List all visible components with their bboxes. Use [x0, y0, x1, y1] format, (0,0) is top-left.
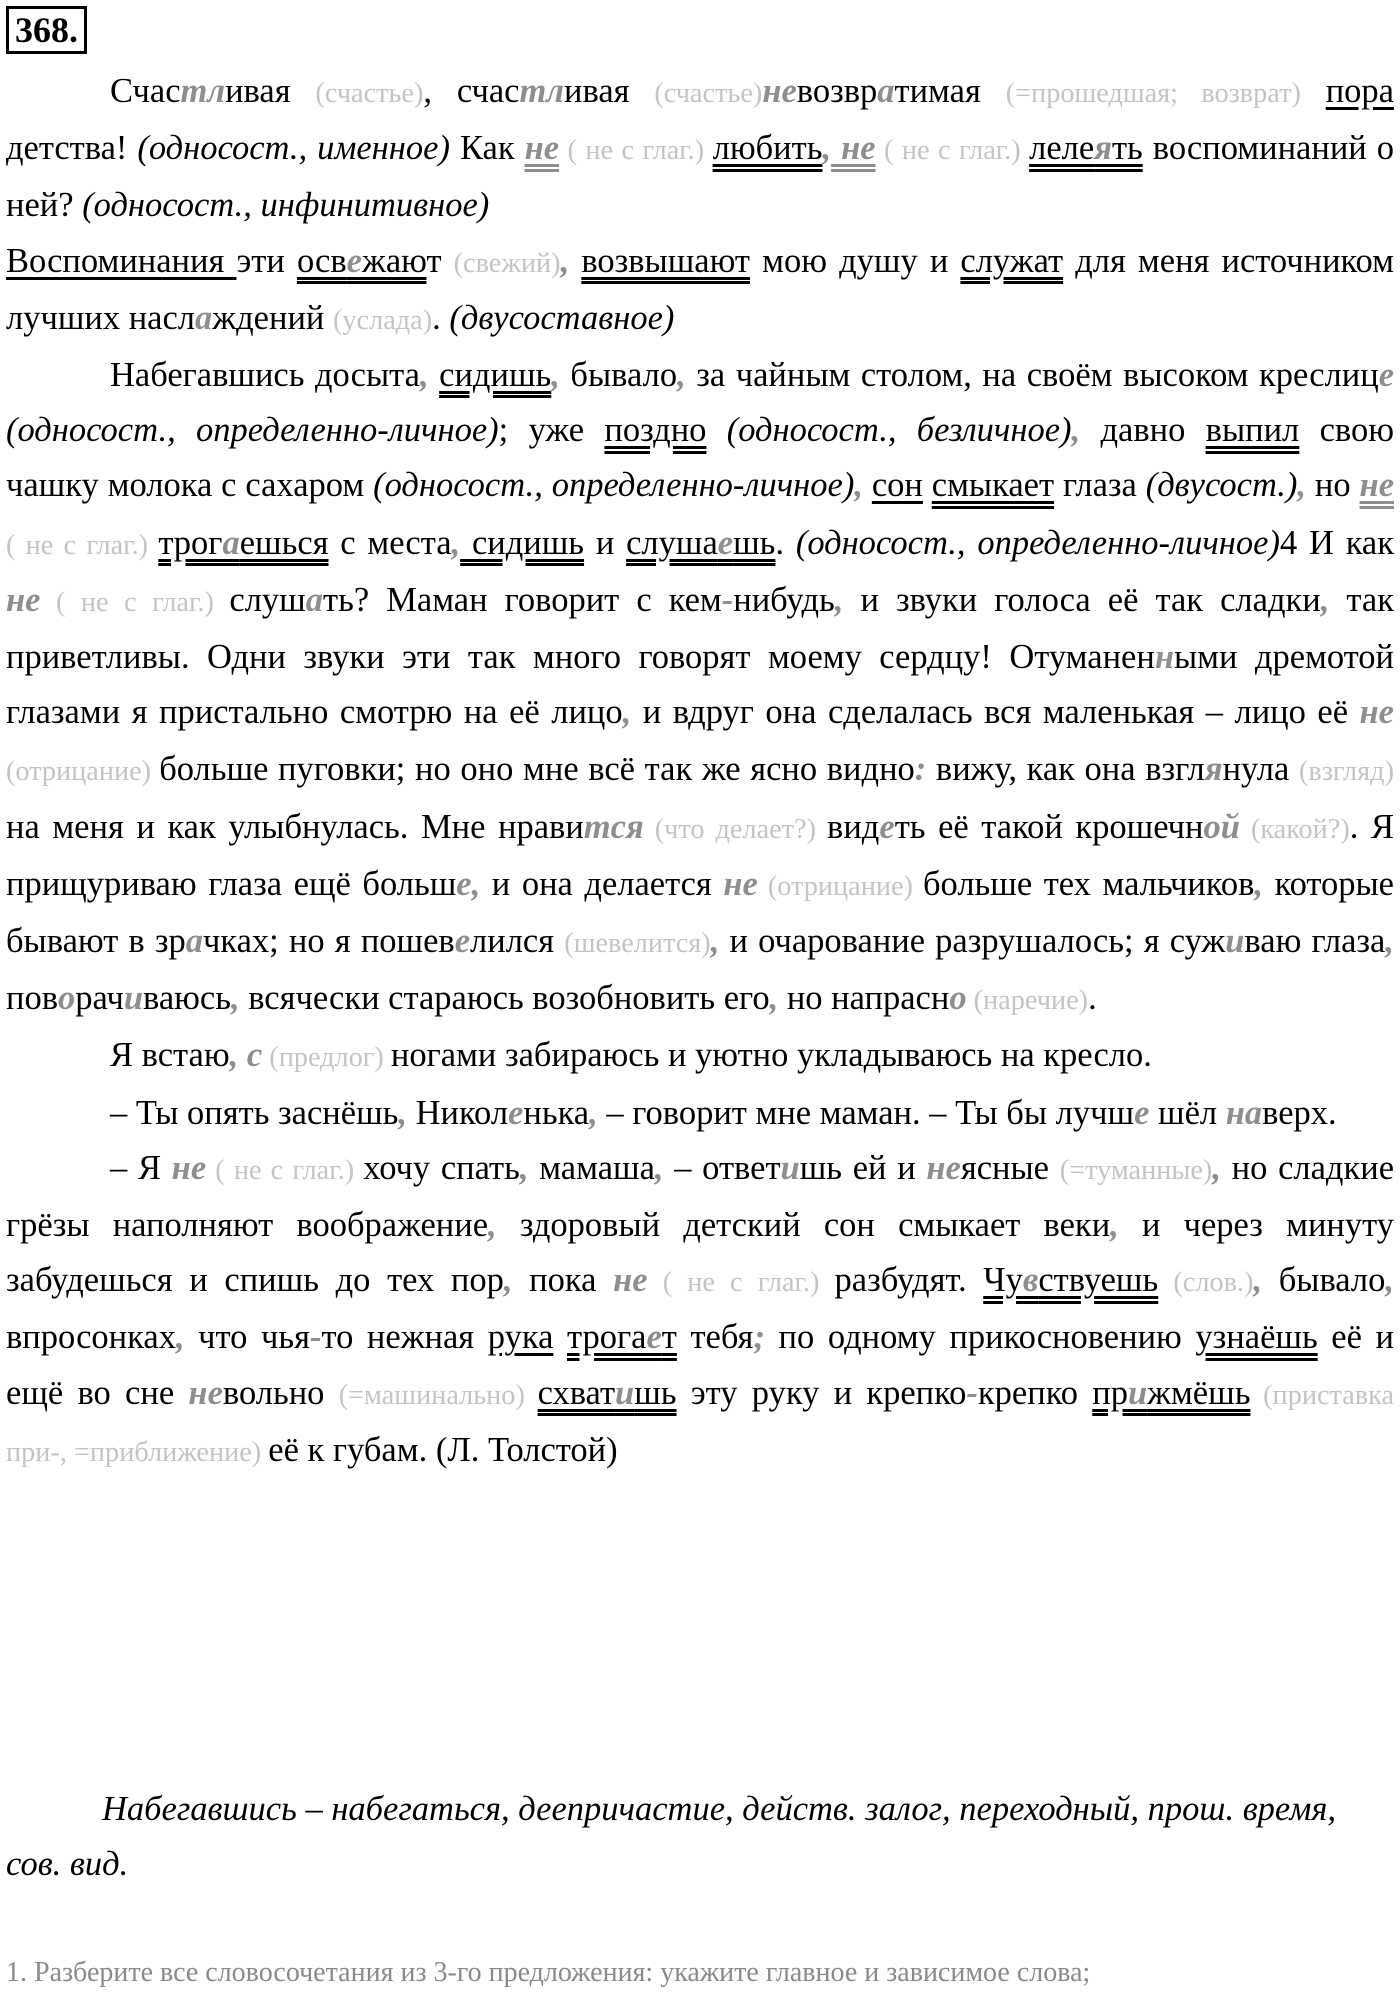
hint: (шевелится) — [564, 928, 711, 960]
subject: сон — [871, 466, 923, 505]
predicate: узнаёшь — [1195, 1318, 1318, 1357]
predicate: Чувствуешь — [983, 1261, 1159, 1300]
subject: рука — [487, 1318, 554, 1357]
hint: (=машинально) — [338, 1379, 538, 1411]
sentence-type: (односост., безличное) — [706, 411, 1072, 450]
hint: ( не с глаг.) — [875, 135, 1030, 167]
hint: (услада) — [333, 304, 433, 336]
paragraph-5: – Ты опять заснёшь, Николенька, – говорит мне маман. – Ты бы лучше шёл наверх. — [110, 1093, 1337, 1132]
predicate: выпил — [1205, 411, 1300, 450]
paragraph-6: – Я не ( не с глаг.) хочу спать, мамаша, – ответишь ей и неясные (=туманные), но сладкие грёзы наполняют воображение, здоровый детский сон смыкает веки, и через минуту забудешься и спишь до тех пор, пока не ( не с глаг.) разбудят. Чувствуешь (слов.), бывало, впросонках, что чья-то нежная рука трогает тебя; по одному прикосновению узнаёшь её и ещё во сне невольно (=машинально) схватишь эту руку и крепко-крепко прижмёшь (приставка при-, =приближение) её к губам. (Л. Толстой) — [6, 1148, 1395, 1469]
hint: (отрицание) — [6, 756, 160, 788]
sentence-type: (двусоставное) — [449, 298, 675, 337]
footnote: 1. Разберите все словосочетания из 3-го предложения: укажите главное и зависимое слова; — [6, 1957, 1091, 1988]
sentence-type: (односост., инфинитивное) — [82, 186, 490, 225]
predicate: поздно — [604, 411, 707, 450]
predicate: схватишь — [537, 1373, 677, 1412]
sentence-type: (односост., именное) — [137, 129, 450, 168]
hint: (взгляд) — [1298, 756, 1394, 788]
hint: ( не с глаг.) — [559, 135, 713, 167]
subject: пора — [1325, 72, 1394, 110]
hint: ( не с глаг.) — [6, 529, 159, 561]
hint: (отрицание) — [757, 870, 923, 902]
hint: ( не с глаг.) — [647, 1267, 835, 1299]
subject: Воспоминания — [6, 241, 237, 280]
hint: ( не с глаг.) — [40, 586, 230, 618]
predicate: смыкает — [931, 466, 1055, 505]
hint: ( не с глаг.) — [206, 1154, 364, 1186]
hint: (предлог) — [262, 1042, 391, 1074]
predicate: освежаю — [296, 241, 427, 280]
morphological-analysis: Набегавшись – набегаться, деепричастие, действ. залог, переходный, прош. время, сов. вид. — [6, 1790, 1337, 1884]
paragraph-3: Набегавшись досыта, сидишь, бывало, за чайным столом, на своём высоком креслице (односост., определенно-личное); уже поздно (односост., безличное), давно выпил свою чашку молока с сахаром (односост., определенно-личное), сон смыкает глаза (двусост.), но не ( не с глаг.) трогаешься с места, сидишь и слушаешь. (односост., определенно-личное)4 И как не ( не с глаг.) слушать? Маман говорит с кем-нибудь, и звуки голоса её так сладки, так приветливы. Одни звуки эти так много говорят моему сердцу! Отуманенными дремотой глазами я пристально смотрю на её лицо, и вдруг она сделалась вся маленькая – лицо её не (отрицание) больше пуговки; но оно мне всё так же ясно видно: вижу, как она взглянула (взгляд) на меня и как улыбнулась. Мне нравится (что делает?) видеть её такой крошечной (какой?). Я прищуриваю глаза ещё больше, и она делается не (отрицание) больше тех мальчиков, которые бывают в зрачках; но я пошевелился (шевелится), и очарование разрушалось; я суживаю глаза, поворачиваюсь, всячески стараюсь возобновить его, но напрасно (наречие). — [6, 356, 1395, 1018]
hint: (=туманные) — [1059, 1154, 1213, 1186]
hint: (наречие) — [966, 985, 1089, 1017]
predicate: трогаешься — [158, 523, 329, 562]
hint: (свежий) — [453, 247, 561, 279]
sentence-type: (односост., определенно-личное) — [6, 411, 499, 450]
paragraph-4: Я встаю, с (предлог) ногами забираюсь и уютно укладываюсь на кресло. — [110, 1036, 1152, 1075]
hint: (что делает?) — [643, 813, 828, 845]
predicate: возвышают — [581, 241, 751, 280]
hint: (=прошедшая; возврат) — [1005, 78, 1301, 109]
exercise-number: 368. — [6, 6, 87, 54]
predicate: любить — [712, 129, 823, 168]
hint: (слов.) — [1158, 1267, 1254, 1299]
sentence-type: (односост., определенно-личное) — [795, 523, 1280, 562]
predicate: трогает — [567, 1318, 677, 1357]
hint: (какой?) — [1239, 813, 1350, 845]
hint: (счастье) — [315, 78, 424, 109]
exercise-text — [6, 64, 1394, 1480]
paragraph-2: Воспоминания эти освежают (свежий), возвышают мою душу и служат для меня источником лучших наслаждений (услада). (двусоставное) — [6, 241, 1394, 337]
predicate: сидишь — [460, 523, 585, 562]
predicate: сидишь — [439, 356, 552, 395]
predicate: прижмёшь — [1092, 1373, 1251, 1412]
hint: (приставка при-, =приближение) — [6, 1379, 1394, 1468]
hint: (счастье) — [654, 78, 763, 109]
predicate: служат — [960, 241, 1064, 280]
paragraph-1: Счастливая (счастье), счастливая (счастье)невозвратимая (=прошедшая; возврат) пора детства! (односост., именное) Как не ( не с глаг.) любить, не ( не с глаг.) лелеять воспоминаний о ней? (односост., инфинитивное) — [6, 72, 1395, 225]
predicate: слушаешь — [626, 523, 776, 562]
sentence-type: (двусост.) — [1145, 466, 1298, 505]
sentence-type: (односост., определенно-личное) — [373, 466, 855, 505]
predicate: лелеять — [1029, 129, 1143, 168]
